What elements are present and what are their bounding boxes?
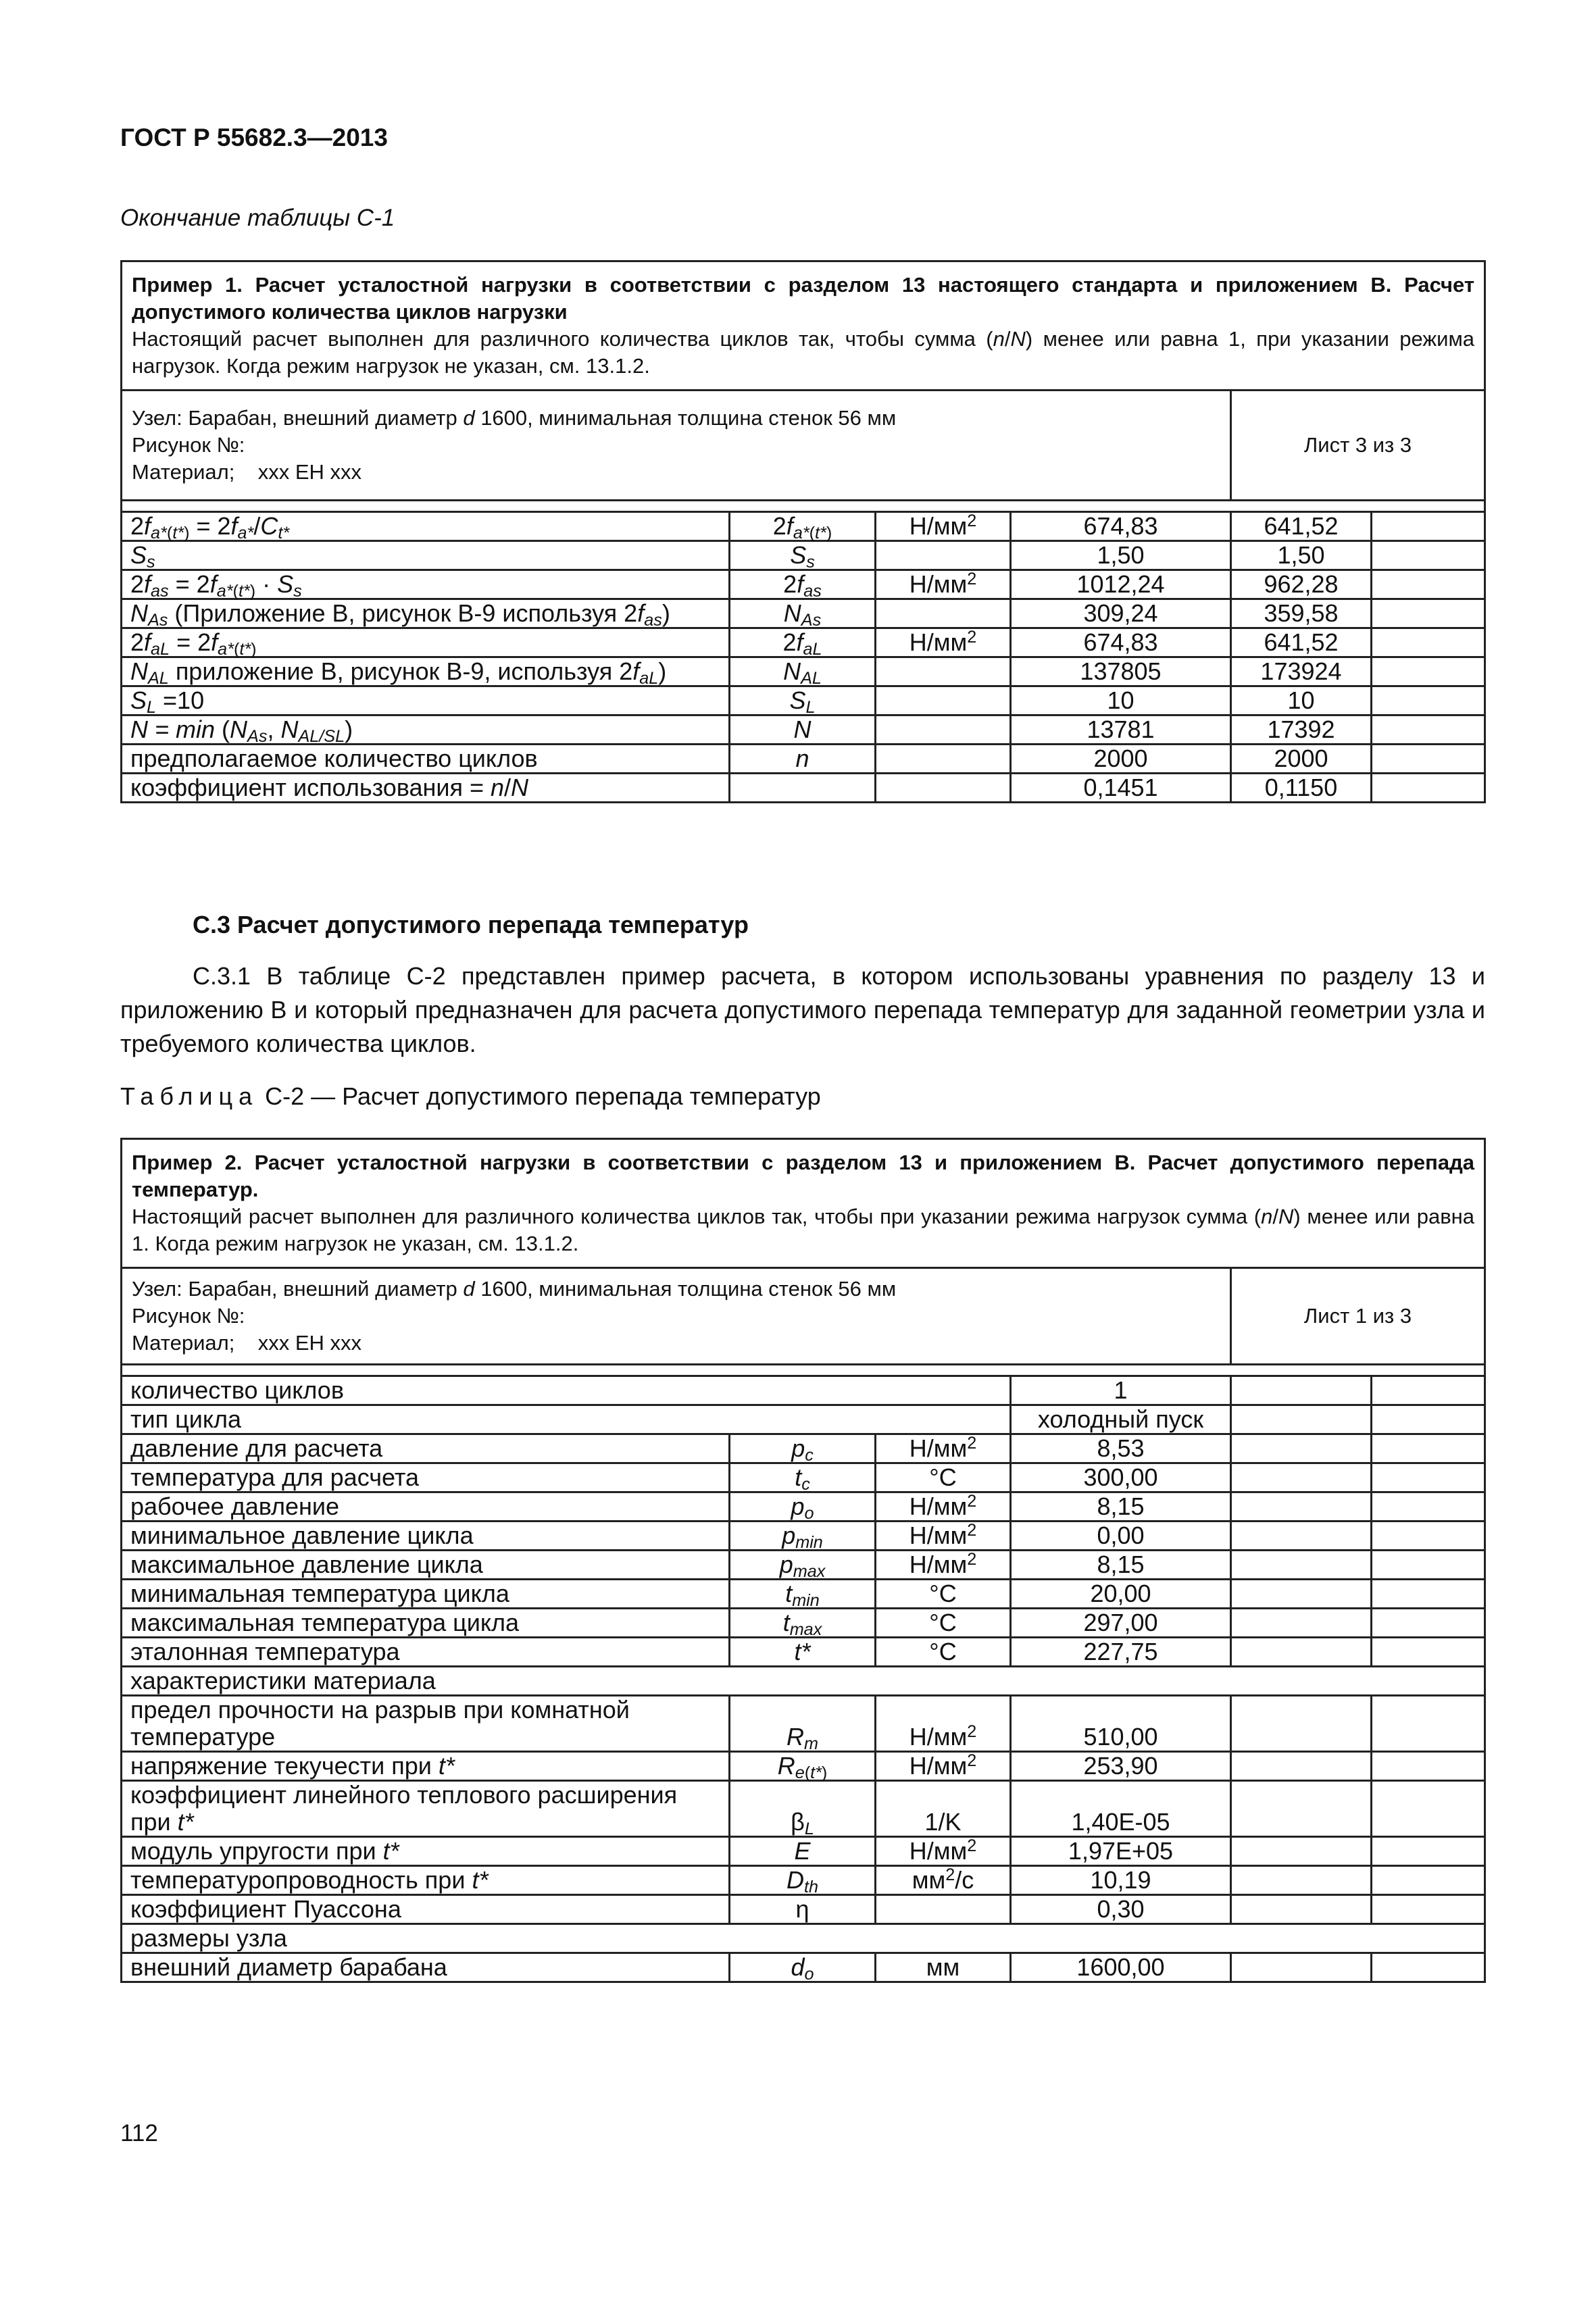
row-empty xyxy=(1372,1781,1485,1837)
row-unit xyxy=(876,541,1011,570)
row-empty xyxy=(1231,1492,1372,1521)
table2-caption-prefix: Таблица xyxy=(120,1082,259,1110)
row-symbol: $2f_{aL}$ xyxy=(730,628,876,657)
row-value: 10,19 xyxy=(1011,1866,1231,1895)
row-empty xyxy=(1372,541,1485,570)
row-value-2: 641,52 xyxy=(1231,628,1372,657)
row-empty xyxy=(1372,599,1485,628)
row-empty xyxy=(1231,1434,1372,1463)
row-name: давление для расчета xyxy=(122,1434,730,1463)
table1-meta-material: Материал; xxx EH xxx xyxy=(132,460,362,484)
row-empty xyxy=(1231,1376,1372,1405)
row-value-1: 10 xyxy=(1011,686,1231,715)
row-unit xyxy=(876,599,1011,628)
table-row xyxy=(122,1609,1485,1638)
table2-meta-material: Материал; xxx EH xxx xyxy=(132,1331,362,1355)
row-empty xyxy=(1372,1895,1485,1924)
row-name: $S_L =10$ xyxy=(122,686,730,715)
table2-meta-node: Узел: Барабан, внешний диаметр d 1600, минимальная толщина стенок 56 мм xyxy=(132,1277,897,1301)
row-symbol: $N_{AL}$ xyxy=(730,657,876,686)
row-empty xyxy=(1372,1405,1485,1434)
row-empty xyxy=(1231,1752,1372,1781)
table-row xyxy=(122,1924,1485,1953)
table-row xyxy=(122,1837,1485,1866)
row-unit xyxy=(876,657,1011,686)
row-value-1: 137805 xyxy=(1011,657,1231,686)
table-c1 xyxy=(120,260,1486,803)
row-empty xyxy=(1372,1638,1485,1667)
row-unit: 1/K xyxy=(876,1781,1011,1837)
row-empty xyxy=(1372,1521,1485,1551)
row-empty xyxy=(1372,512,1485,541)
row-unit: $Н/мм^2$ xyxy=(876,512,1011,541)
row-empty xyxy=(1372,1463,1485,1492)
row-empty xyxy=(1372,774,1485,803)
row-unit xyxy=(876,745,1011,774)
row-unit: $мм^2/с$ xyxy=(876,1866,1011,1895)
table-row xyxy=(122,715,1485,745)
row-name: минимальная температура цикла xyxy=(122,1580,730,1609)
table-row xyxy=(122,1866,1485,1895)
table-row xyxy=(122,1580,1485,1609)
row-name: тип цикла xyxy=(122,1405,1011,1434)
table-row xyxy=(122,1492,1485,1521)
row-empty xyxy=(1231,1781,1372,1837)
row-unit: $Н/мм^2$ xyxy=(876,1752,1011,1781)
row-unit: $Н/мм^2$ xyxy=(876,570,1011,599)
table-row xyxy=(122,1752,1485,1781)
table-row xyxy=(122,1376,1485,1405)
table-row xyxy=(122,1434,1485,1463)
table-row xyxy=(122,599,1485,628)
row-value-2: 0,1150 xyxy=(1231,774,1372,803)
row-name: минимальное давление цикла xyxy=(122,1521,730,1551)
row-value: 227,75 xyxy=(1011,1638,1231,1667)
row-empty xyxy=(1372,1376,1485,1405)
row-symbol: t* xyxy=(730,1638,876,1667)
row-name: коэффициент использования = n/N xyxy=(122,774,730,803)
row-name: напряжение текучести при t* xyxy=(122,1752,730,1781)
row-name: $2f_{a*(t*)} = 2f_{a*}/C_{t*}$ xyxy=(122,512,730,541)
row-empty xyxy=(1231,1609,1372,1638)
row-empty xyxy=(1372,570,1485,599)
row-symbol: $D_{th}$ xyxy=(730,1866,876,1895)
paragraph: С.3.1 В таблице С-2 представлен пример расчета, в котором использованы уравнения по разделу 13 и приложению В и который предназначен для расчета допустимого перепада температур для заданной геометрии узла и требуемого количества циклов. xyxy=(120,962,1485,1057)
table-row xyxy=(122,1781,1485,1837)
row-empty xyxy=(1231,1580,1372,1609)
table1-meta xyxy=(122,391,1231,501)
row-empty xyxy=(1372,1837,1485,1866)
row-name: количество циклов xyxy=(122,1376,1011,1405)
table-row xyxy=(122,1638,1485,1667)
row-unit xyxy=(876,1895,1011,1924)
page-number: 112 xyxy=(120,2120,158,2146)
row-unit: $Н/мм^2$ xyxy=(876,1551,1011,1580)
row-empty xyxy=(1372,1551,1485,1580)
section-heading: С.3 Расчет допустимого перепада температур xyxy=(193,911,749,938)
row-symbol: $2f_{a*(t*)}$ xyxy=(730,512,876,541)
row-empty xyxy=(1231,1463,1372,1492)
table-row xyxy=(122,1667,1485,1696)
row-value-1: 1012,24 xyxy=(1011,570,1231,599)
page-header: ГОСТ Р 55682.3—2013 xyxy=(120,124,388,151)
table-row xyxy=(122,541,1485,570)
row-name: температуропроводность при t* xyxy=(122,1866,730,1895)
table-c2 xyxy=(120,1138,1486,1983)
table1-header-title: Пример 1. Расчет усталостной нагрузки в соответствии с разделом 13 настоящего стандарта и приложением В. Расчет допустимого количества циклов нагрузки xyxy=(132,273,1475,324)
table1-meta-node: Узел: Барабан, внешний диаметр d 1600, минимальная толщина стенок 56 мм xyxy=(132,406,897,430)
row-unit: $Н/мм^2$ xyxy=(876,1521,1011,1551)
row-value-2: 641,52 xyxy=(1231,512,1372,541)
table-row xyxy=(122,1463,1485,1492)
row-value: холодный пуск xyxy=(1011,1405,1231,1434)
row-unit: °C xyxy=(876,1580,1011,1609)
row-symbol: $\beta_L$ xyxy=(730,1781,876,1837)
table2-sheet: Лист 1 из 3 xyxy=(1231,1268,1485,1365)
row-value: 20,00 xyxy=(1011,1580,1231,1609)
table2-caption-rest: С-2 — Расчет допустимого перепада температур xyxy=(265,1082,821,1110)
row-value-1: 674,83 xyxy=(1011,628,1231,657)
row-empty xyxy=(1372,1580,1485,1609)
row-symbol: $t_{max}$ xyxy=(730,1609,876,1638)
row-value: 1 xyxy=(1011,1376,1231,1405)
row-name: максимальное давление цикла xyxy=(122,1551,730,1580)
row-name: предполагаемое количество циклов xyxy=(122,745,730,774)
row-value: 300,00 xyxy=(1011,1463,1231,1492)
table2-caption xyxy=(120,1082,821,1111)
row-empty xyxy=(1372,1609,1485,1638)
row-value: 8,15 xyxy=(1011,1551,1231,1580)
row-empty xyxy=(1231,1638,1372,1667)
row-unit: $Н/мм^2$ xyxy=(876,1696,1011,1752)
row-name: модуль упругости при t* xyxy=(122,1837,730,1866)
table-row xyxy=(122,1551,1485,1580)
row-symbol: N xyxy=(730,715,876,745)
row-name: температура для расчета xyxy=(122,1463,730,1492)
row-name: коэффициент линейного теплового расширения при t* xyxy=(122,1781,730,1837)
row-value-2: 10 xyxy=(1231,686,1372,715)
row-name: $2f_{as} = 2f_{a*(t*)} \cdot S_s$ xyxy=(122,570,730,599)
row-value: 297,00 xyxy=(1011,1609,1231,1638)
row-value: 253,90 xyxy=(1011,1752,1231,1781)
row-empty xyxy=(1231,1551,1372,1580)
row-unit xyxy=(876,774,1011,803)
table-row xyxy=(122,745,1485,774)
row-name: $S_s$ xyxy=(122,541,730,570)
row-unit: °C xyxy=(876,1609,1011,1638)
row-name: коэффициент Пуассона xyxy=(122,1895,730,1924)
row-symbol: n xyxy=(730,745,876,774)
row-value-2: 359,58 xyxy=(1231,599,1372,628)
row-symbol xyxy=(730,774,876,803)
table2-meta-figure: Рисунок №: xyxy=(132,1304,245,1328)
row-value: 0,00 xyxy=(1011,1521,1231,1551)
row-empty xyxy=(1372,657,1485,686)
material-header: характеристики материала xyxy=(122,1667,1485,1696)
row-value-2: 2000 xyxy=(1231,745,1372,774)
row-empty xyxy=(1372,1696,1485,1752)
row-name: $N_{As}$ (Приложение В, рисунок В-9 используя $2f_{as}$) xyxy=(122,599,730,628)
table2-meta xyxy=(122,1268,1231,1365)
row-value: 8,15 xyxy=(1011,1492,1231,1521)
row-value-2: 962,28 xyxy=(1231,570,1372,599)
table-row xyxy=(122,657,1485,686)
row-value: 1,40E-05 xyxy=(1011,1781,1231,1837)
table-row xyxy=(122,1696,1485,1752)
row-unit: °C xyxy=(876,1463,1011,1492)
row-value-1: 674,83 xyxy=(1011,512,1231,541)
row-value-2: 1,50 xyxy=(1231,541,1372,570)
table-row xyxy=(122,512,1485,541)
row-empty xyxy=(1231,1895,1372,1924)
table1-meta-figure: Рисунок №: xyxy=(132,433,245,457)
row-symbol: η xyxy=(730,1895,876,1924)
row-value-1: 309,24 xyxy=(1011,599,1231,628)
row-symbol: $p_{min}$ xyxy=(730,1521,876,1551)
table-row xyxy=(122,686,1485,715)
row-value: 1,97E+05 xyxy=(1011,1837,1231,1866)
row-name: рабочее давление xyxy=(122,1492,730,1521)
row-name: предел прочности на разрыв при комнатной температуре xyxy=(122,1696,730,1752)
dims-header: размеры узла xyxy=(122,1924,1485,1953)
row-symbol: E xyxy=(730,1837,876,1866)
row-unit: $Н/мм^2$ xyxy=(876,628,1011,657)
row-symbol: $t_c$ xyxy=(730,1463,876,1492)
row-value-2: 173924 xyxy=(1231,657,1372,686)
row-symbol: $N_{As}$ xyxy=(730,599,876,628)
row-symbol: $p_o$ xyxy=(730,1492,876,1521)
table-row xyxy=(122,1953,1485,1982)
row-empty xyxy=(1231,1837,1372,1866)
row-symbol: $2f_{as}$ xyxy=(730,570,876,599)
row-value-1: 13781 xyxy=(1011,715,1231,745)
table1-header xyxy=(122,261,1485,391)
row-unit: $Н/мм^2$ xyxy=(876,1837,1011,1866)
row-symbol: $R_{e(t*)}$ xyxy=(730,1752,876,1781)
row-symbol: $R_m$ xyxy=(730,1696,876,1752)
row-value-1: 0,1451 xyxy=(1011,774,1231,803)
row-value: 510,00 xyxy=(1011,1696,1231,1752)
row-symbol: $S_L$ xyxy=(730,686,876,715)
row-empty xyxy=(1372,1492,1485,1521)
row-name: $N = \min (N_{As}$, $N_{AL/SL}$) xyxy=(122,715,730,745)
row-empty xyxy=(1372,628,1485,657)
table-row xyxy=(122,1521,1485,1551)
table1-header-text: Настоящий расчет выполнен для различного количества циклов так, чтобы сумма (n/N) менее или равна 1, при указании режима нагрузок. Когда режим нагрузок не указан, см. 13.1.2. xyxy=(132,327,1475,378)
row-name: эталонная температура xyxy=(122,1638,730,1667)
row-unit xyxy=(876,686,1011,715)
row-name: $2f_{aL} = 2f_{a*(t*)}$ xyxy=(122,628,730,657)
row-empty xyxy=(1231,1866,1372,1895)
row-value: 0,30 xyxy=(1011,1895,1231,1924)
table-row xyxy=(122,628,1485,657)
row-unit: °C xyxy=(876,1638,1011,1667)
row-name: максимальная температура цикла xyxy=(122,1609,730,1638)
table-row xyxy=(122,570,1485,599)
row-empty xyxy=(1372,1953,1485,1982)
row-value: 8,53 xyxy=(1011,1434,1231,1463)
row-empty xyxy=(1231,1521,1372,1551)
row-value-2: 17392 xyxy=(1231,715,1372,745)
row-name: $N_{AL}$ приложение В, рисунок В-9, используя $2f_{aL}$) xyxy=(122,657,730,686)
row-symbol: $p_{max}$ xyxy=(730,1551,876,1580)
row-unit xyxy=(876,715,1011,745)
table-row xyxy=(122,774,1485,803)
row-unit: $Н/мм^2$ xyxy=(876,1492,1011,1521)
row-name: внешний диаметр барабана xyxy=(122,1953,730,1982)
row-value-1: 2000 xyxy=(1011,745,1231,774)
row-empty xyxy=(1231,1405,1372,1434)
table-row xyxy=(122,1895,1485,1924)
row-empty xyxy=(1372,686,1485,715)
table2-header xyxy=(122,1139,1485,1268)
row-empty xyxy=(1372,745,1485,774)
row-symbol: $t_{min}$ xyxy=(730,1580,876,1609)
row-empty xyxy=(1372,715,1485,745)
row-unit: мм xyxy=(876,1953,1011,1982)
row-empty xyxy=(1231,1696,1372,1752)
row-empty xyxy=(1372,1866,1485,1895)
table2-header-title: Пример 2. Расчет усталостной нагрузки в соответствии с разделом 13 и приложением В. Расчет допустимого перепада температур. xyxy=(132,1151,1475,1201)
table-continuation-label: Окончание таблицы С-1 xyxy=(120,205,395,231)
row-empty xyxy=(1372,1434,1485,1463)
row-empty xyxy=(1231,1953,1372,1982)
row-empty xyxy=(1372,1752,1485,1781)
row-symbol: $d_o$ xyxy=(730,1953,876,1982)
table1-sheet: Лист 3 из 3 xyxy=(1231,391,1485,501)
row-value: 1600,00 xyxy=(1011,1953,1231,1982)
table-row xyxy=(122,1405,1485,1434)
row-unit: $Н/мм^2$ xyxy=(876,1434,1011,1463)
row-symbol: $p_c$ xyxy=(730,1434,876,1463)
table2-header-text: Настоящий расчет выполнен для различного количества циклов так, чтобы при указании режима нагрузок сумма (n/N) менее или равна 1. Когда режим нагрузок не указан, см. 13.1.2. xyxy=(132,1205,1475,1255)
row-symbol: $S_s$ xyxy=(730,541,876,570)
row-value-1: 1,50 xyxy=(1011,541,1231,570)
